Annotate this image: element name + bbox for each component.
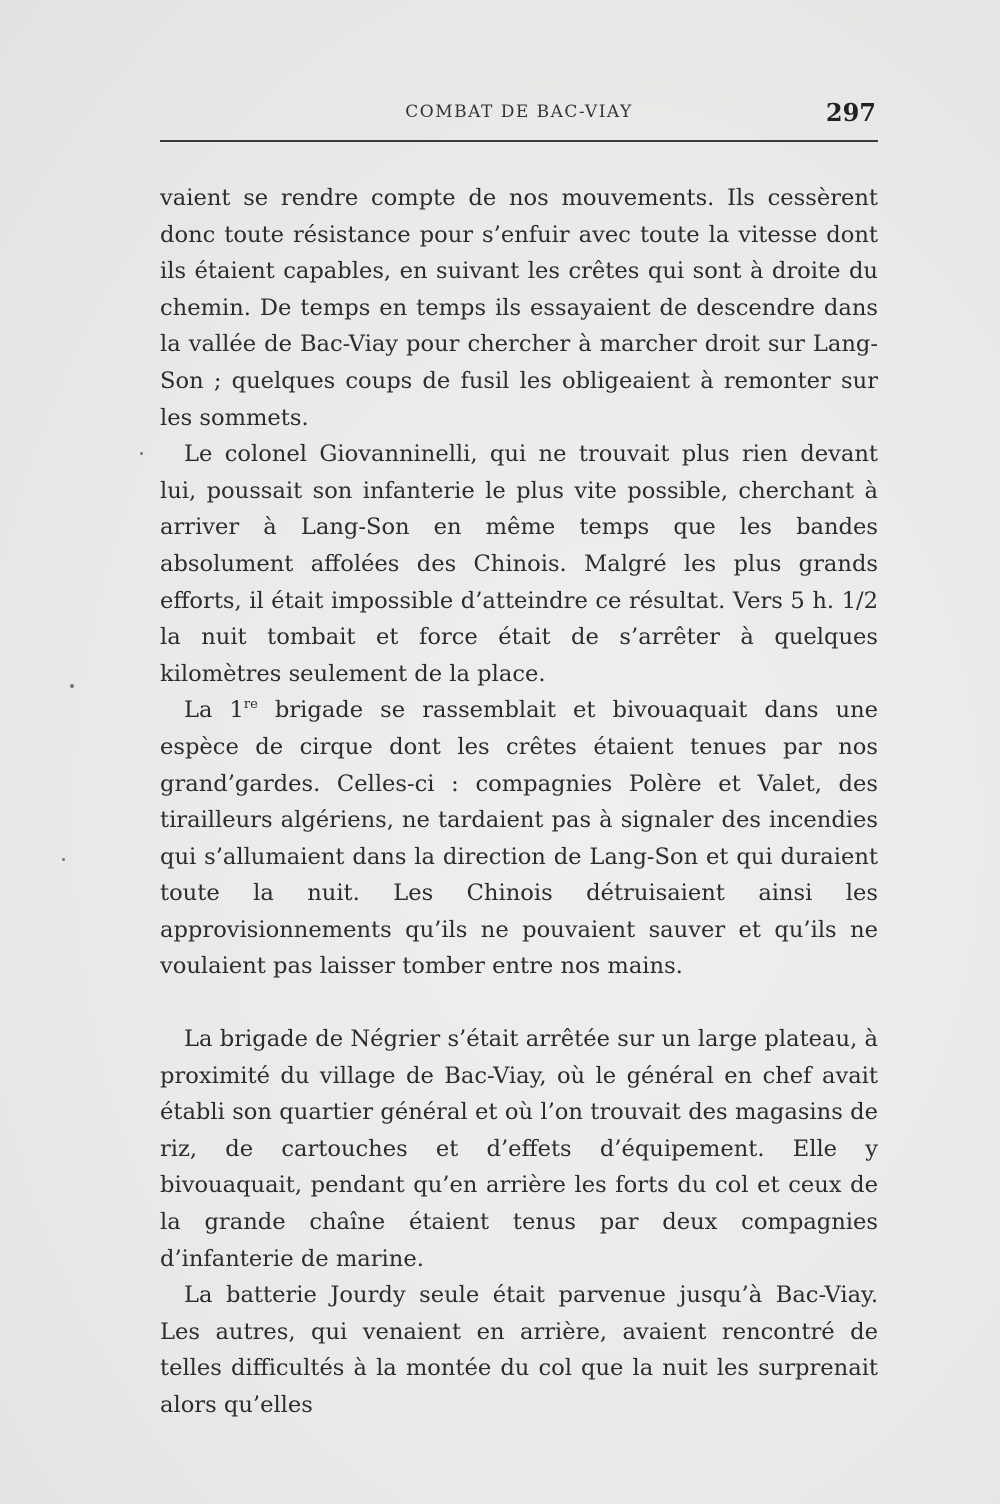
- paragraph-3-lead: La 1: [184, 697, 244, 724]
- paragraph-3: [160, 692, 878, 985]
- ink-speck: [70, 684, 74, 688]
- ink-speck: [140, 452, 143, 455]
- body-text: [160, 180, 878, 1424]
- running-head: [160, 98, 878, 128]
- paragraph-3-text: brigade se rassemblait et bivouaquait dans une espèce de cirque dont les crêtes étaient tenues par nos grand’gardes. Celles-ci : compagnies Polère et Valet, des tirailleurs algériens, ne tardaient pas à signaler des incendies qui s’allumaient dans la direction de Lang-Son et qui duraient toute la nuit. Les Chinois détruisaient ainsi les approvisionnements qu’ils ne pouvaient sauver et qu’ils ne voulaient pas laisser tomber entre nos mains.: [160, 697, 878, 980]
- running-title: COMBAT DE BAC-VIAY: [405, 102, 633, 122]
- page-number: 297: [825, 98, 876, 127]
- paragraph-1: vaient se rendre compte de nos mouvements. Ils cessèrent donc toute résistance pour s’enfuir avec toute la vitesse dont ils étaient capables, en suivant les crêtes qui sont à droite du chemin. De temps en temps ils essayaient de descendre dans la vallée de Bac-Viay pour chercher à marcher droit sur Lang-Son ; quelques coups de fusil les obligeaient à remonter sur les sommets.: [160, 185, 878, 431]
- paragraph-5: La batterie Jourdy seule était parvenue jusqu’à Bac-Viay. Les autres, qui venaient en arrière, avaient rencontré de telles difficultés à la montée du col que la nuit les surprenait alors qu’elles: [160, 1282, 878, 1418]
- ink-speck: [62, 858, 65, 861]
- paragraph-4: La brigade de Négrier s’était arrêtée sur un large plateau, à proximité du village de Bac-Viay, où le général en chef avait établi son quartier général et où l’on trouvait des magasins de riz, de cartouches et d’effets d’équipement. Elle y bivouaquait, pendant qu’en arrière les forts du col et ceux de la grande chaîne étaient tenus par deux compagnies d’infanterie de marine.: [160, 1026, 878, 1272]
- paragraph-2: Le colonel Giovanninelli, qui ne trouvait plus rien devant lui, poussait son infanterie le plus vite possible, cherchant à arriver à Lang-Son en même temps que les bandes absolument affolées des Chinois. Malgré les plus grands efforts, il était impossible d’atteindre ce résultat. Vers 5 h. 1/2 la nuit tombait et force était de s’arrêter à quelques kilomètres seulement de la place.: [160, 441, 878, 687]
- ordinal-superscript: re: [243, 697, 258, 713]
- header-rule: [160, 140, 878, 142]
